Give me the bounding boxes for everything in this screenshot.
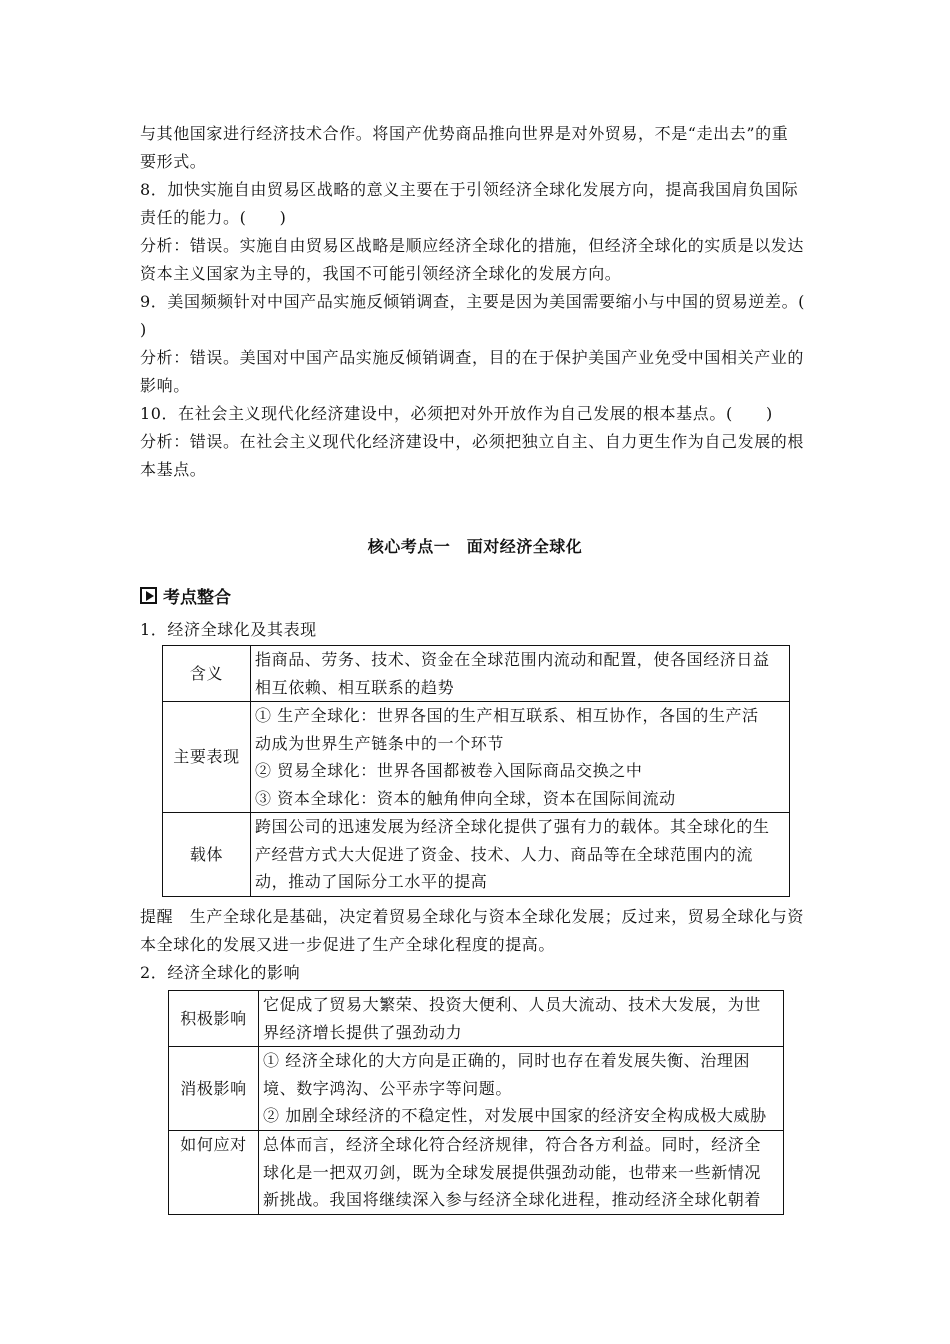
- content-line: 新挑战。我国将继续深入参与经济全球化进程，推动经济全球化朝着: [263, 1190, 762, 1209]
- content-line: ② 加剧全球经济的不稳定性，对发展中国家的经济安全构成极大威胁: [263, 1106, 767, 1125]
- row-content: [259, 991, 784, 1047]
- analysis-8-cont: 资本主义国家为主导的，我国不可能引领经济全球化的发展方向。: [140, 264, 622, 283]
- subsection-label: 考点整合: [163, 588, 231, 608]
- content-line: ① 生产全球化：世界各国的生产相互联系、相互协作，各国的生产活: [255, 706, 759, 725]
- row-content: [259, 1047, 784, 1131]
- analysis-9: 分析：错误。美国对中国产品实施反倾销调查，目的在于保护美国产业免受中国相关产业的: [140, 348, 805, 367]
- question-8-cont: 责任的能力。( ): [140, 208, 287, 227]
- analysis-9-cont: 影响。: [140, 376, 190, 395]
- content-line: 产经营方式大大促进了资金、技术、人力、商品等在全球范围内的流: [255, 844, 754, 864]
- content-line: 它促成了贸易大繁荣、投资大便利、人员大流动、技术大发展，为世: [263, 995, 762, 1014]
- table-row: [163, 646, 790, 702]
- content-line: 指商品、劳务、技术、资金在全球范围内流动和配置，使各国经济日益: [255, 650, 770, 669]
- row-label: 含义: [163, 646, 251, 702]
- table-row: [163, 813, 790, 897]
- section-title: 核心考点一 面对经济全球化: [367, 537, 583, 556]
- row-content: [251, 702, 790, 813]
- row-label: 如何应对: [169, 1131, 259, 1215]
- table-row: [169, 1047, 784, 1131]
- table-row: [169, 991, 784, 1047]
- question-8: 8．加快实施自由贸易区战略的意义主要在于引领经济全球化发展方向，提高我国肩负国际: [140, 180, 799, 199]
- table-row: [163, 702, 790, 813]
- paragraph-line: 与其他国家进行经济技术合作。将国产优势商品推向世界是对外贸易，不是“走出去”的重: [140, 124, 789, 143]
- content-line: ② 贸易全球化：世界各国都被卷入国际商品交换之中: [255, 761, 643, 780]
- question-10: 10．在社会主义现代化经济建设中，必须把对外开放作为自己发展的根本基点。( ): [140, 404, 773, 423]
- row-label: 积极影响: [169, 991, 259, 1047]
- reminder-line: 本全球化的发展又进一步促进了生产全球化程度的提高。: [140, 935, 556, 954]
- analysis-8: 分析：错误。实施自由贸易区战略是顺应经济全球化的措施，但经济全球化的实质是以发达: [140, 236, 805, 255]
- content-line: 跨国公司的迅速发展为经济全球化提供了强有力的载体。其全球化的生: [255, 817, 770, 836]
- subsection-heading: [140, 583, 231, 608]
- content-line: 球化是一把双刃剑，既为全球发展提供强劲动能，也带来一些新情况: [263, 1162, 762, 1182]
- content-line: 动，推动了国际分工水平的提高: [255, 872, 488, 891]
- content-line: 界经济增长提供了强劲动力: [263, 1022, 463, 1042]
- content-line: ① 经济全球化的大方向是正确的，同时也存在着发展失衡、治理困: [263, 1051, 751, 1070]
- analysis-10-cont: 本基点。: [140, 460, 207, 479]
- content-line: 相互依赖、相互联系的趋势: [255, 677, 455, 697]
- reminder-line: 提醒 生产全球化是基础，决定着贸易全球化与资本全球化发展；反过来，贸易全球化与资: [140, 907, 805, 926]
- content-line: 总体而言，经济全球化符合经济规律，符合各方利益。同时，经济全: [263, 1135, 762, 1154]
- item1-heading: 1．经济全球化及其表现: [140, 620, 317, 639]
- play-triangle-icon: [140, 587, 157, 604]
- row-content: [251, 813, 790, 897]
- row-content: [251, 646, 790, 702]
- content-line: ③ 资本全球化：资本的触角伸向全球，资本在国际间流动: [255, 788, 676, 808]
- table-row: [169, 1131, 784, 1215]
- content-line: 动成为世界生产链条中的一个环节: [255, 733, 505, 753]
- row-label: 载体: [163, 813, 251, 897]
- question-9: 9．美国频频针对中国产品实施反倾销调查，主要是因为美国需要缩小与中国的贸易逆差。(: [140, 292, 806, 311]
- question-9-cont: ): [140, 320, 147, 339]
- analysis-10: 分析：错误。在社会主义现代化经济建设中，必须把独立自主、自力更生作为自己发展的根: [140, 432, 805, 451]
- globalization-table: [162, 645, 790, 897]
- row-label: 消极影响: [169, 1047, 259, 1131]
- impact-table: [168, 990, 784, 1215]
- item2-heading: 2．经济全球化的影响: [140, 963, 301, 982]
- paragraph-line: 要形式。: [140, 152, 207, 171]
- row-content: [259, 1131, 784, 1215]
- content-line: 境、数字鸿沟、公平赤字等问题。: [263, 1078, 513, 1098]
- row-label: 主要表现: [163, 702, 251, 813]
